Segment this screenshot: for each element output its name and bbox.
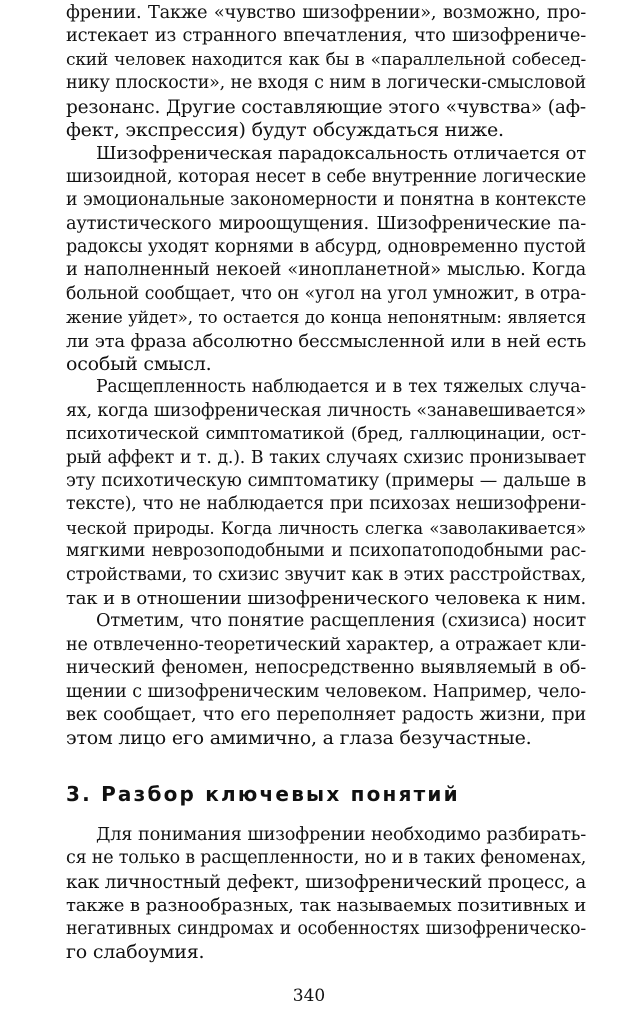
text-line: ческой природы. Когда личность слегка «заволакивается» (66, 517, 586, 538)
text-line: аутистического мироощущения. Шизофренические па- (66, 213, 586, 234)
text-line: негативных синдромах и особенностях шизофреническо- (66, 918, 586, 939)
text-line: и наполненный некоей «инопланетной» мыслью. Когда (66, 260, 586, 281)
text-line: больной сообщает, что он «угол на угол умножит, в отра- (66, 283, 586, 304)
text-line: стройствами, то схизис звучит как в этих расстройствах, (66, 564, 586, 585)
text-line: ся не только в расщепленности, но и в таких феноменах, (66, 848, 586, 869)
text-line: также в разнообразных, так называемых позитивных и (66, 895, 586, 917)
text-line: ский человек находится как бы в «параллельной собесед- (66, 49, 586, 70)
text-line: фект, экспрессия) будут обсуждаться ниже. (66, 119, 504, 141)
text-line: го слабоумия. (66, 941, 205, 963)
text-line: радоксы уходят корнями в абсурд, одновременно пустой (66, 237, 586, 257)
text-line: Для понимания шизофрении необходимо разбирать- (96, 825, 586, 845)
section-heading: 3. Разбор ключевых понятий (66, 782, 460, 806)
text-line: этом лицо его амимично, а глаза безучастные. (66, 727, 532, 750)
text-line: как личностный дефект, шизофренический процесс, а (66, 871, 586, 893)
text-line: щении с шизофреническим человеком. Например, чело- (66, 681, 586, 702)
text-line: тексте), что не наблюдается при психозах нешизофрени- (66, 494, 586, 515)
text-line: истекает из странного впечатления, что шизофрениче- (66, 26, 586, 47)
text-line: нику плоскости», не входя с ним в логически-смысловой (66, 73, 586, 94)
text-line: ях, когда шизофреническая личность «занавешивается» (66, 400, 586, 421)
text-line: век сообщает, что его переполняет радость жизни, при (66, 705, 586, 725)
text-line: Расщепленность наблюдается и в тех тяжелых случа- (96, 377, 586, 398)
text-line: мягкими неврозоподобными и психопатоподобными рас- (66, 541, 586, 562)
text-line: рый аффект и т. д.). В таких случаях схизис пронизывает (66, 447, 586, 468)
text-line: френии. Также «чувство шизофрении», возможно, про- (66, 3, 586, 23)
text-line: Шизофреническая парадоксальность отличается от (96, 143, 586, 165)
text-line: жение уйдет», то остается до конца непонятным: является (66, 307, 586, 328)
text-line: эту психотическую симптоматику (примеры — дальше в (66, 471, 586, 491)
text-line: нический феномен, непосредственно выявляемый в об- (66, 658, 586, 679)
text-line: не отвлеченно-теоретический характер, а отражает кли- (66, 634, 586, 655)
text-line: ли эта фраза абсолютно бессмысленной или в ней есть (66, 330, 586, 352)
text-line: так и в отношении шизофренического человека к ним. (66, 588, 586, 609)
text-line: Отметим, что понятие расщепления (схизиса) носит (96, 611, 586, 632)
text-line: и эмоциональные закономерности и понятна в контексте (66, 190, 586, 211)
page-number: 340 (292, 986, 326, 1006)
text-line: резонанс. Другие составляющие этого «чувства» (аф- (66, 96, 586, 118)
text-line: особый смысл. (66, 353, 212, 375)
text-line: шизоидной, которая несет в себе внутренние логические (66, 166, 586, 187)
text-line: психотической симптоматикой (бред, галлюцинации, ост- (66, 424, 586, 445)
